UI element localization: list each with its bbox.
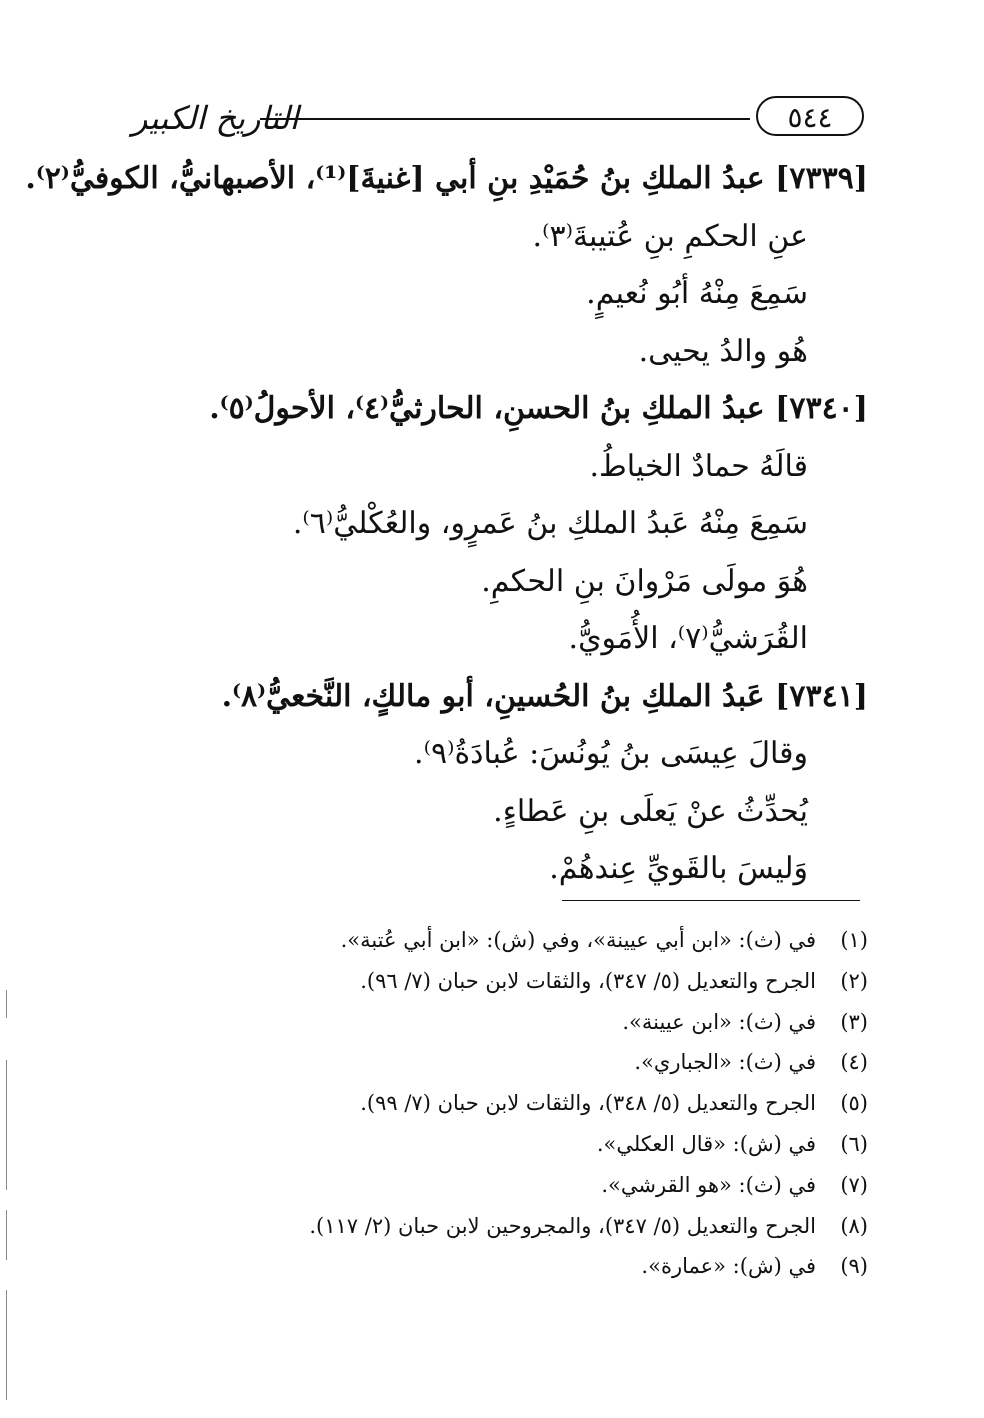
running-title: التاريخ الكبير (132, 99, 299, 137)
text-line: القُرَشيُّ⁽٧⁾، الأُمَويُّ. (568, 621, 808, 656)
footnote-text: في (ش): «عمارة». (641, 1254, 816, 1279)
footnote-number: (٢) (840, 968, 868, 993)
text-line: عنِ الحكمِ بنِ عُتيبةَ⁽٣⁾. (532, 218, 808, 254)
page-header (120, 96, 870, 140)
footnotes (150, 920, 868, 1287)
footnote-number: (٧) (840, 1172, 868, 1197)
text-line: هُو والدُ يحيى. (638, 333, 808, 369)
footnote-text: في (ش): «قال العكلي». (596, 1131, 816, 1156)
footnote-text: في (ث): «ابن عيينة». (622, 1009, 816, 1034)
text-line: وَليسَ بالقَويِّ عِندهُمْ. (549, 851, 808, 886)
footnote-text: الجرح والتعديل (٥/ ٣٤٧)، والمجروحين لابن حبان (٢/ ١١٧). (309, 1213, 816, 1238)
footnote-text: الجرح والتعديل (٥/ ٣٤٨)، والثقات لابن حبان (٧/ ٩٩). (360, 1091, 816, 1116)
footnote-number: (٣) (840, 1009, 868, 1034)
text-line: سَمِعَ مِنْهُ عَبدُ الملكِ بنُ عَمرٍو، والعُكْليُّ⁽٦⁾. (292, 506, 808, 541)
footnote (150, 1042, 868, 1083)
footnote-number: (٦) (840, 1131, 868, 1156)
footnote-number: (٨) (840, 1213, 868, 1238)
footnote-number: (٩) (840, 1254, 868, 1279)
footnote-text: الجرح والتعديل (٥/ ٣٤٧)، والثقات لابن حبان (٧/ ٩٦). (360, 968, 816, 993)
footnote (150, 961, 868, 1002)
footnote (150, 1124, 868, 1165)
footnote-separator (562, 900, 860, 901)
footnote (150, 1206, 868, 1247)
text-line: هُوَ مولَى مَرْوانَ بنِ الحكمِ. (481, 563, 808, 599)
footnote-number: (٥) (840, 1091, 868, 1116)
footnote-number: (٤) (840, 1050, 868, 1075)
text-line: وقالَ عِيسَى بنُ يُونُسَ: عُبادَةُ⁽٩⁾. (414, 736, 808, 771)
margin-mark (6, 990, 7, 1018)
entry-heading: [٧٣٤٠] عبدُ الملكِ بنُ الحسنِ، الحارثيُّ⁽٤⁾، الأحولُ⁽٥⁾. (209, 391, 868, 426)
footnote (150, 1246, 868, 1287)
entry-heading: [٧٣٤١] عَبدُ الملكِ بنُ الحُسينِ، أبو مالكٍ، النَّخعيُّ⁽٨⁾. (221, 678, 868, 714)
header-rule (260, 118, 750, 120)
footnote (150, 1083, 868, 1124)
footnote-number: (١) (840, 928, 868, 952)
entry-heading: [٧٣٣٩] عبدُ الملكِ بنُ حُمَيْدِ بنِ أبي [غنيةَ]⁽¹⁾، الأصبهانيُّ، الكوفيُّ⁽٢⁾. (25, 161, 868, 196)
text-line: قالَهُ حمادٌ الخياطُ. (589, 448, 808, 484)
footnote-text: في (ث): «ابن أبي عيينة»، وفي (ش): «ابن أبي عُتبة». (340, 928, 816, 952)
text-line: سَمِعَ مِنْهُ أبُو نُعيمٍ. (586, 276, 808, 311)
page-number: ٥٤٤ (756, 96, 864, 136)
margin-mark (6, 1290, 7, 1400)
margin-mark (6, 1210, 7, 1260)
footnote (150, 920, 868, 961)
text-line: يُحدِّثُ عنْ يَعلَى بنِ عَطاءٍ. (493, 793, 808, 829)
main-text (25, 150, 868, 898)
margin-mark (6, 1060, 7, 1190)
footnote-text: في (ث): «الجباري». (634, 1050, 816, 1075)
footnote-text: في (ث): «هو القرشي». (601, 1172, 816, 1197)
footnote (150, 1165, 868, 1206)
footnote (150, 1002, 868, 1043)
